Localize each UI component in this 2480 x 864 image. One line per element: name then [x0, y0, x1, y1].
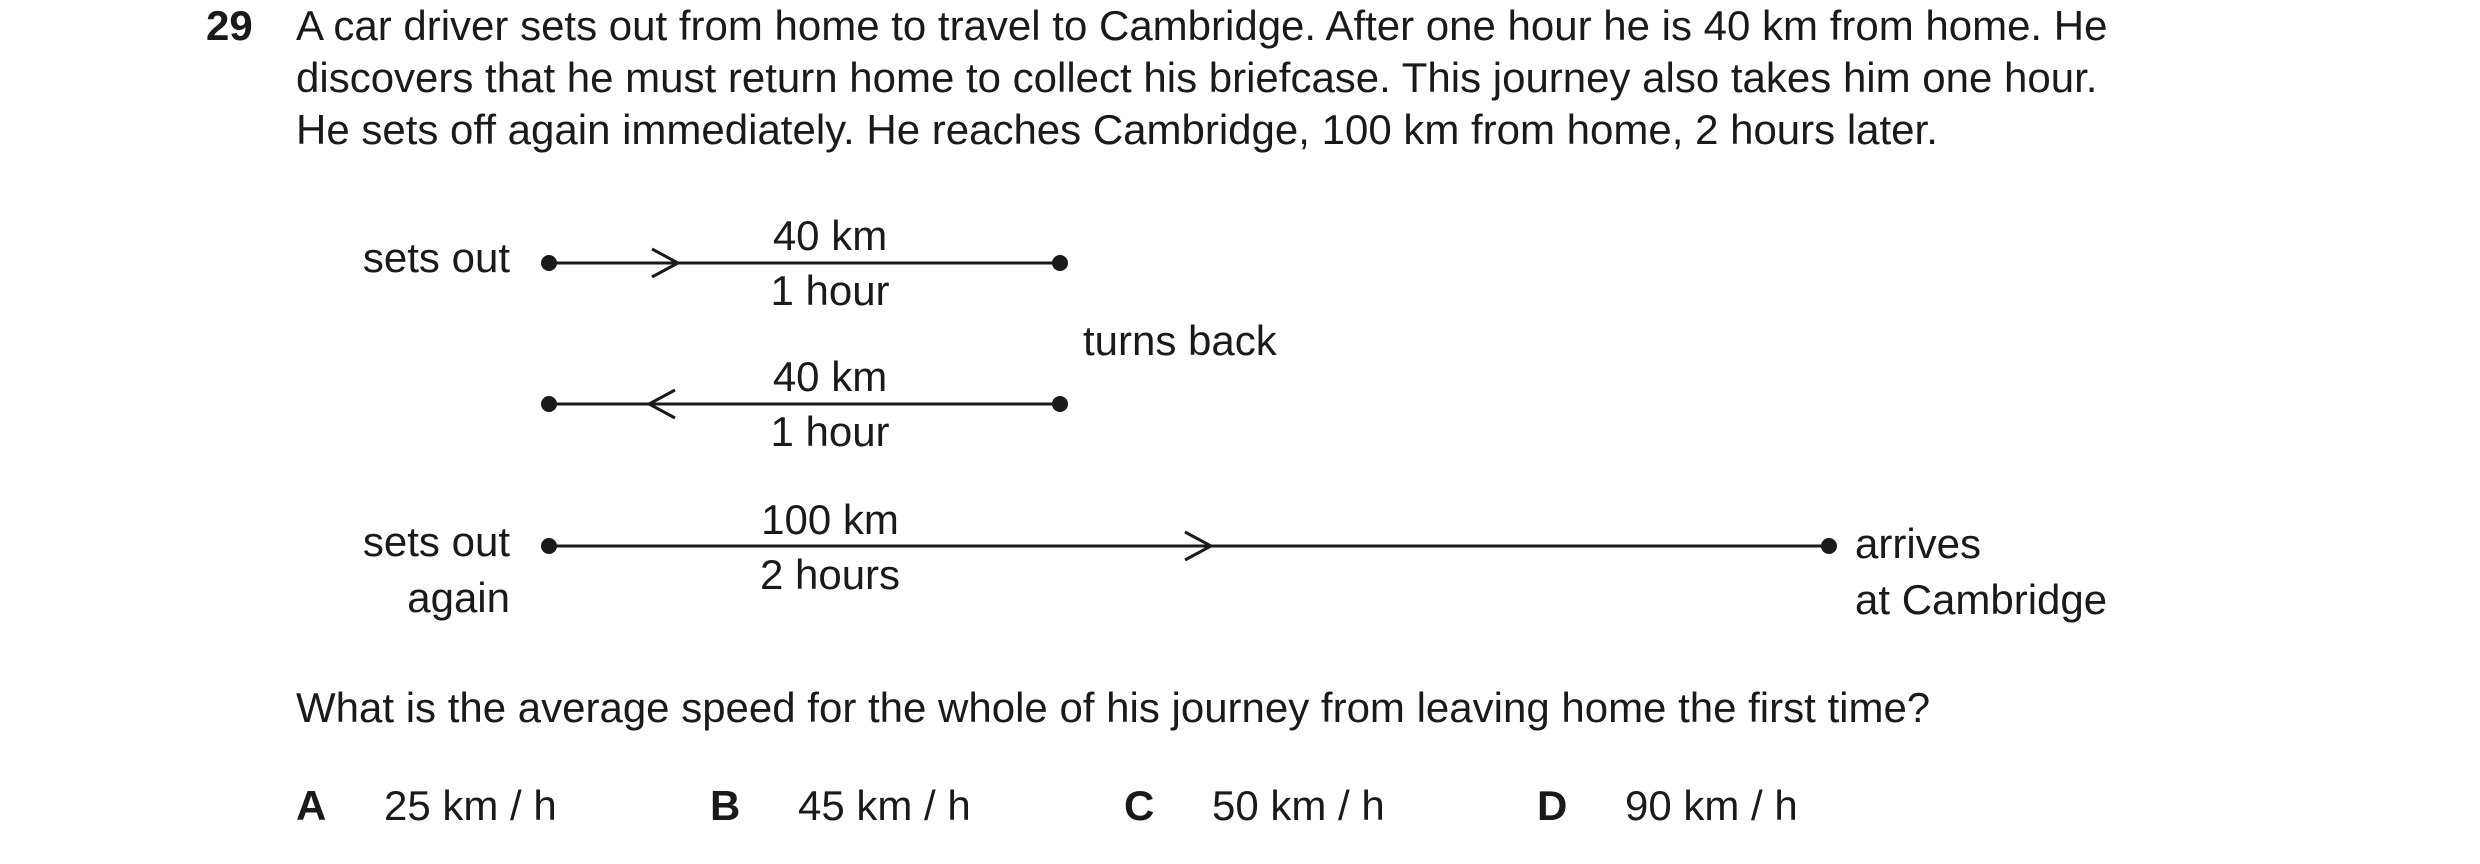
leg2-time: 1 hour	[770, 408, 890, 455]
question-line-2: discovers that he must return home to collect his briefcase. This journey also takes him one hour.	[296, 54, 2098, 101]
leg1-distance: 40 km	[772, 212, 888, 259]
option-c[interactable]	[1124, 780, 1385, 832]
leg3-end-label-line2: at Cambridge	[1855, 576, 2108, 623]
leg3-start-label-line1: sets out	[362, 518, 510, 565]
leg1-start-label: sets out	[362, 234, 510, 281]
leg2-start-dot	[541, 396, 557, 412]
turn-back-label: turns back	[1083, 317, 1277, 364]
leg3-end-dot	[1821, 538, 1837, 554]
option-d-letter: D	[1537, 782, 1568, 829]
option-c-value: 50 km / h	[1212, 782, 1385, 829]
question-prompt: What is the average speed for the whole of his journey from leaving home the first time?	[296, 684, 1931, 731]
question-number: 29	[206, 2, 253, 49]
option-d-value: 90 km / h	[1625, 782, 1798, 829]
leg2-end-dot	[1052, 396, 1068, 412]
leg3-time: 2 hours	[759, 551, 901, 598]
leg3-end-label-line1: arrives	[1855, 520, 1982, 567]
leg2-distance: 40 km	[772, 353, 888, 400]
leg3-distance: 100 km	[761, 496, 899, 543]
leg3-start-dot	[541, 538, 557, 554]
leg3-start-label-line2: again	[407, 574, 510, 621]
option-b[interactable]	[710, 780, 971, 832]
leg1-time: 1 hour	[770, 267, 890, 314]
question-line-1: A car driver sets out from home to travel to Cambridge. After one hour he is 40 km from home. He	[296, 2, 2108, 49]
option-a-value: 25 km / h	[384, 782, 557, 829]
option-c-letter: C	[1124, 782, 1155, 829]
option-a-letter: A	[296, 782, 327, 829]
option-b-value: 45 km / h	[798, 782, 971, 829]
leg1-start-dot	[541, 255, 557, 271]
leg1-end-dot	[1052, 255, 1068, 271]
option-a[interactable]	[296, 780, 557, 832]
option-b-letter: B	[710, 782, 741, 829]
question-line-3: He sets off again immediately. He reaches Cambridge, 100 km from home, 2 hours later.	[296, 106, 1938, 153]
option-d[interactable]	[1537, 780, 1798, 832]
